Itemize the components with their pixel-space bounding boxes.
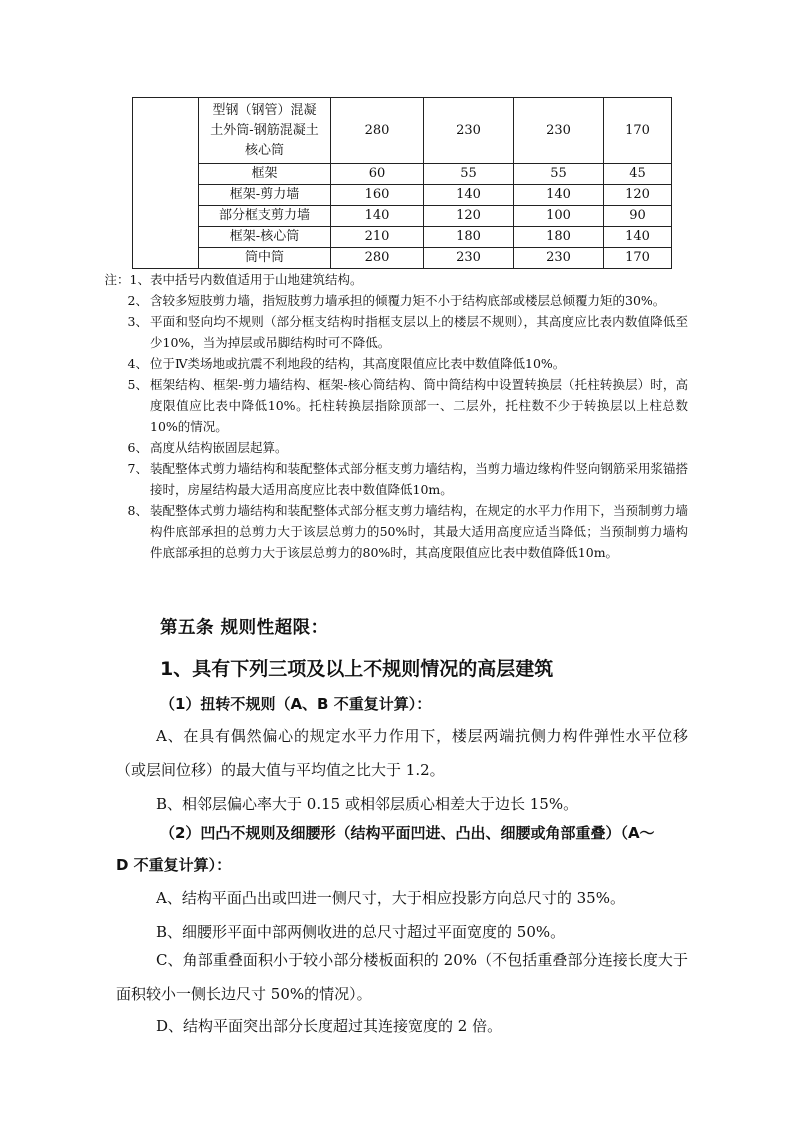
height-value-cell: 160 <box>331 185 424 206</box>
note-item <box>118 374 688 437</box>
note-number: 7、 <box>127 461 148 476</box>
height-value-cell: 120 <box>424 206 514 227</box>
paragraph: B、细腰形平面中部两侧收进的总尺寸超过平面宽度的 50%。 <box>156 923 566 941</box>
height-value-cell: 100 <box>514 206 604 227</box>
note-text: 表中括号内数值适用于山地建筑结构。 <box>150 272 363 287</box>
note-text: 框架结构、框架-剪力墙结构、框架-核心筒结构、筒中筒结构中设置转换层（托柱转换层）时，高度限值应比表中降低10%。托柱转换层指除顶部一、二层外，托柱数不少于转换层以上柱总数10%的情况。 <box>150 377 688 434</box>
height-value-cell: 230 <box>424 248 514 269</box>
note-number: 2、 <box>127 293 148 308</box>
height-value-cell: 90 <box>604 206 672 227</box>
note-item <box>104 269 688 290</box>
height-value-cell: 45 <box>604 164 672 185</box>
structure-system-cell: 框架-核心筒 <box>199 227 331 248</box>
note-item <box>118 458 688 500</box>
subsection-heading-continued: D 不重复计算）： <box>116 856 232 874</box>
note-number: 注：1、 <box>104 272 150 287</box>
section-heading: 1、具有下列三项及以上不规则情况的高层建筑 <box>160 658 554 680</box>
height-limit-table <box>132 97 672 269</box>
structure-system-cell: 框架 <box>199 164 331 185</box>
height-value-cell: 120 <box>604 185 672 206</box>
note-number: 5、 <box>127 377 148 392</box>
height-value-cell: 280 <box>331 98 424 164</box>
table-row <box>133 248 672 269</box>
note-number: 3、 <box>127 314 148 329</box>
height-value-cell: 210 <box>331 227 424 248</box>
note-item <box>118 290 688 311</box>
note-text: 装配整体式剪力墙结构和装配整体式部分框支剪力墙结构，当剪力墙边缘构件竖向钢筋采用浆锚搭接时，房屋结构最大适用高度应比表中数值降低10m。 <box>150 461 688 497</box>
note-item <box>118 311 688 353</box>
table-row <box>133 185 672 206</box>
article-heading: 第五条 规则性超限： <box>160 618 329 638</box>
height-value-cell: 170 <box>604 248 672 269</box>
note-number: 6、 <box>127 440 148 455</box>
height-value-cell: 55 <box>424 164 514 185</box>
note-text: 含较多短肢剪力墙，指短肢剪力墙承担的倾覆力矩不小于结构底部或楼层总倾覆力矩的30%。 <box>150 293 666 308</box>
note-item <box>118 500 688 563</box>
height-value-cell: 140 <box>424 185 514 206</box>
note-number: 4、 <box>127 356 148 371</box>
height-value-cell: 230 <box>424 98 514 164</box>
subsection-heading: （1）扭转不规则（A、B 不重复计算）： <box>160 695 432 713</box>
height-value-cell: 180 <box>424 227 514 248</box>
height-value-cell: 170 <box>604 98 672 164</box>
paragraph: A、结构平面凸出或凹进一侧尺寸，大于相应投影方向总尺寸的 35%。 <box>156 889 625 907</box>
paragraph: D、结构平面突出部分长度超过其连接宽度的 2 倍。 <box>156 1017 503 1035</box>
structure-system-cell: 型钢（钢管）混凝 土外筒-钢筋混凝土 核心筒 <box>199 98 331 164</box>
paragraph: A、在具有偶然偏心的规定水平力作用下，楼层两端抗侧力构件弹性水平位移（或层间位移）的最大值与平均值之比大于 1.2。 <box>116 727 688 779</box>
note-item <box>118 437 688 458</box>
table-row <box>133 164 672 185</box>
paragraph: C、角部重叠面积小于较小部分楼板面积的 20%（不包括重叠部分连接长度大于面积较小一侧长边尺寸 50%的情况）。 <box>116 951 688 1003</box>
height-value-cell: 55 <box>514 164 604 185</box>
note-item <box>118 353 688 374</box>
height-value-cell: 180 <box>514 227 604 248</box>
note-text: 位于Ⅳ类场地或抗震不利地段的结构，其高度限值应比表中数值降低10%。 <box>150 356 566 371</box>
height-value-cell: 230 <box>514 98 604 164</box>
note-text: 高度从结构嵌固层起算。 <box>150 440 288 455</box>
table-notes <box>104 269 688 563</box>
paragraph: B、相邻层偏心率大于 0.15 或相邻层质心相差大于边长 15%。 <box>156 795 579 813</box>
table-row <box>133 227 672 248</box>
height-value-cell: 60 <box>331 164 424 185</box>
table-row <box>133 98 672 164</box>
height-value-cell: 230 <box>514 248 604 269</box>
note-text: 平面和竖向均不规则（部分框支结构时指框支层以上的楼层不规则），其高度应比表内数值降低至少10%，当为掉层或吊脚结构时可不降低。 <box>150 314 688 350</box>
subsection-heading: （2）凹凸不规则及细腰形（结构平面凹进、凸出、细腰或角部重叠）（A～ <box>160 824 655 842</box>
structure-system-cell: 筒中筒 <box>199 248 331 269</box>
structure-system-cell: 部分框支剪力墙 <box>199 206 331 227</box>
height-value-cell: 280 <box>331 248 424 269</box>
height-value-cell: 140 <box>514 185 604 206</box>
table-group-cell <box>133 98 199 269</box>
structure-system-cell: 框架-剪力墙 <box>199 185 331 206</box>
note-number: 8、 <box>127 503 148 518</box>
height-value-cell: 140 <box>604 227 672 248</box>
height-value-cell: 140 <box>331 206 424 227</box>
table-row <box>133 206 672 227</box>
note-text: 装配整体式剪力墙结构和装配整体式部分框支剪力墙结构，在规定的水平力作用下，当预制剪力墙构件底部承担的总剪力大于该层总剪力的50%时，其最大适用高度应适当降低；当预制剪力墙构件底部承担的总剪力大于该层总剪力的80%时，其高度限值应比表中数值降低10m。 <box>150 503 688 560</box>
